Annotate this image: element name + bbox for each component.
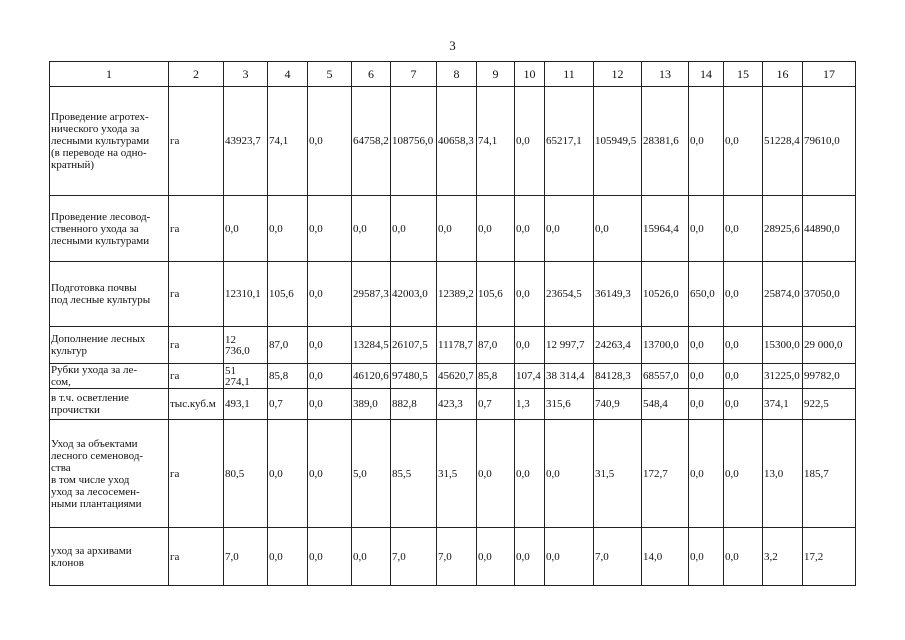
value-cell: 14,0 [642,528,689,586]
column-header: 1 [50,62,169,87]
value-cell: 7,0 [594,528,642,586]
table-row [50,389,856,420]
value-cell: 74,1 [477,87,515,196]
value-cell [224,364,268,389]
row-unit: га [169,196,224,262]
column-header: 14 [689,62,724,87]
value-cell: 0,0 [352,196,391,262]
value-cell: 29587,3 [352,262,391,327]
column-header: 10 [515,62,545,87]
value-cell: 107,4 [515,364,545,389]
table-row [50,420,856,528]
value-cell: 0,0 [689,364,724,389]
value-cell: 64758,2 [352,87,391,196]
value-cell: 99782,0 [803,364,856,389]
value-cell: 0,0 [724,87,763,196]
value-cell: 97480,5 [391,364,437,389]
value-cell: 740,9 [594,389,642,420]
table-body [50,87,856,586]
value-cell: 0,0 [689,87,724,196]
value-cell: 46120,6 [352,364,391,389]
value-cell: 0,0 [594,196,642,262]
row-name: уход за архивами клонов [50,528,169,586]
value-cell: 3,2 [763,528,803,586]
column-header: 8 [437,62,477,87]
value-cell: 0,0 [515,420,545,528]
value-cell: 0,0 [515,87,545,196]
value-cell: 79610,0 [803,87,856,196]
row-unit: га [169,87,224,196]
value-cell: 7,0 [391,528,437,586]
value-cell: 68557,0 [642,364,689,389]
value-cell: 13700,0 [642,327,689,364]
value-cell: 0,0 [308,528,352,586]
value-cell: 108756,0 [391,87,437,196]
value-cell: 105,6 [268,262,308,327]
value-cell: 11178,7 [437,327,477,364]
value-cell: 42003,0 [391,262,437,327]
column-header: 17 [803,62,856,87]
column-header: 4 [268,62,308,87]
value-cell: 7,0 [224,528,268,586]
table-row [50,87,856,196]
value-cell: 26107,5 [391,327,437,364]
value-cell: 0,0 [308,364,352,389]
value-cell: 80,5 [224,420,268,528]
column-header: 5 [308,62,352,87]
value-cell: 423,3 [437,389,477,420]
value-cell [224,327,268,364]
row-name: Дополнение лесных культур [50,327,169,364]
value-cell: 87,0 [268,327,308,364]
value-cell: 0,0 [724,528,763,586]
value-cell: 12 997,7 [545,327,594,364]
value-cell: 10526,0 [642,262,689,327]
value-cell: 0,0 [224,196,268,262]
value-cell: 24263,4 [594,327,642,364]
value-cell: 12310,1 [224,262,268,327]
table-row [50,327,856,364]
value-cell: 172,7 [642,420,689,528]
value-cell: 0,7 [477,389,515,420]
value-cell: 0,0 [268,420,308,528]
data-table [49,61,856,586]
row-unit: га [169,327,224,364]
value-cell: 0,0 [515,327,545,364]
value-cell: 37050,0 [803,262,856,327]
value-cell: 0,0 [724,364,763,389]
column-header: 13 [642,62,689,87]
value-cell: 0,0 [724,389,763,420]
table-row [50,364,856,389]
value-cell: 31,5 [594,420,642,528]
value-cell: 374,1 [763,389,803,420]
value-cell: 0,0 [268,528,308,586]
value-cell: 0,0 [515,262,545,327]
value-cell: 51228,4 [763,87,803,196]
table-row [50,528,856,586]
page-number: 3 [449,38,456,53]
table-row [50,262,856,327]
value-cell: 29 000,0 [803,327,856,364]
column-header: 2 [169,62,224,87]
value-cell: 85,5 [391,420,437,528]
value-cell: 0,7 [268,389,308,420]
value-cell: 0,0 [689,327,724,364]
row-name: Проведение агротех- нического ухода за лесными культурами (в переводе на одно- кратный) [50,87,169,196]
value-cell: 0,0 [477,528,515,586]
row-name: Рубки ухода за ле- сом, [50,364,169,389]
value-text: 12 736,0 [225,335,250,355]
value-cell: 650,0 [689,262,724,327]
value-cell: 13284,5 [352,327,391,364]
value-cell: 0,0 [724,196,763,262]
value-cell: 13,0 [763,420,803,528]
row-name: в т.ч. осветление прочистки [50,389,169,420]
value-cell: 105949,5 [594,87,642,196]
value-cell: 1,3 [515,389,545,420]
value-cell: 74,1 [268,87,308,196]
value-text: 51 274,1 [225,366,250,386]
value-cell: 7,0 [437,528,477,586]
row-name: Подготовка почвы под лесные культуры [50,262,169,327]
value-cell: 0,0 [545,528,594,586]
value-cell: 17,2 [803,528,856,586]
value-cell: 105,6 [477,262,515,327]
value-cell: 389,0 [352,389,391,420]
value-cell: 0,0 [391,196,437,262]
value-cell: 45620,7 [437,364,477,389]
value-cell: 44890,0 [803,196,856,262]
value-cell: 0,0 [477,196,515,262]
row-unit: тыс.куб.м [169,389,224,420]
value-cell: 0,0 [689,196,724,262]
row-unit: га [169,420,224,528]
value-cell: 922,5 [803,389,856,420]
header-row [50,62,856,87]
value-cell: 0,0 [308,87,352,196]
value-cell: 87,0 [477,327,515,364]
column-header: 16 [763,62,803,87]
column-header: 11 [545,62,594,87]
value-cell: 43923,7 [224,87,268,196]
value-cell: 0,0 [515,528,545,586]
value-cell: 85,8 [477,364,515,389]
value-cell: 0,0 [437,196,477,262]
column-header: 12 [594,62,642,87]
value-cell: 315,6 [545,389,594,420]
value-cell: 0,0 [308,327,352,364]
value-cell: 0,0 [308,262,352,327]
value-cell: 65217,1 [545,87,594,196]
value-cell: 12389,2 [437,262,477,327]
row-name: Проведение лесовод- ственного ухода за лесными культурами [50,196,169,262]
value-cell: 0,0 [724,327,763,364]
value-cell: 0,0 [515,196,545,262]
value-cell: 185,7 [803,420,856,528]
column-header: 15 [724,62,763,87]
row-unit: га [169,262,224,327]
column-header: 9 [477,62,515,87]
value-cell: 0,0 [545,196,594,262]
value-cell: 0,0 [689,389,724,420]
value-cell: 40658,3 [437,87,477,196]
value-cell: 38 314,4 [545,364,594,389]
value-cell: 0,0 [724,420,763,528]
row-unit: га [169,528,224,586]
value-cell: 28381,6 [642,87,689,196]
value-cell: 0,0 [352,528,391,586]
value-cell: 0,0 [308,196,352,262]
value-cell: 15300,0 [763,327,803,364]
value-cell: 84128,3 [594,364,642,389]
value-cell: 0,0 [545,420,594,528]
value-cell: 36149,3 [594,262,642,327]
value-cell: 0,0 [308,420,352,528]
value-cell: 31,5 [437,420,477,528]
column-header: 6 [352,62,391,87]
value-cell: 23654,5 [545,262,594,327]
value-cell: 31225,0 [763,364,803,389]
value-cell: 0,0 [689,420,724,528]
value-cell: 28925,6 [763,196,803,262]
column-header: 7 [391,62,437,87]
value-cell: 15964,4 [642,196,689,262]
value-cell: 85,8 [268,364,308,389]
value-cell: 882,8 [391,389,437,420]
value-cell: 0,0 [689,528,724,586]
value-cell: 25874,0 [763,262,803,327]
table-row [50,196,856,262]
value-cell: 493,1 [224,389,268,420]
value-cell: 5,0 [352,420,391,528]
column-header: 3 [224,62,268,87]
value-cell: 0,0 [724,262,763,327]
value-cell: 548,4 [642,389,689,420]
row-unit: га [169,364,224,389]
value-cell: 0,0 [268,196,308,262]
value-cell: 0,0 [308,389,352,420]
value-cell: 0,0 [477,420,515,528]
row-name: Уход за объектами лесного семеновод- ства в том числе уход уход за лесосемен- ными плантациями [50,420,169,528]
